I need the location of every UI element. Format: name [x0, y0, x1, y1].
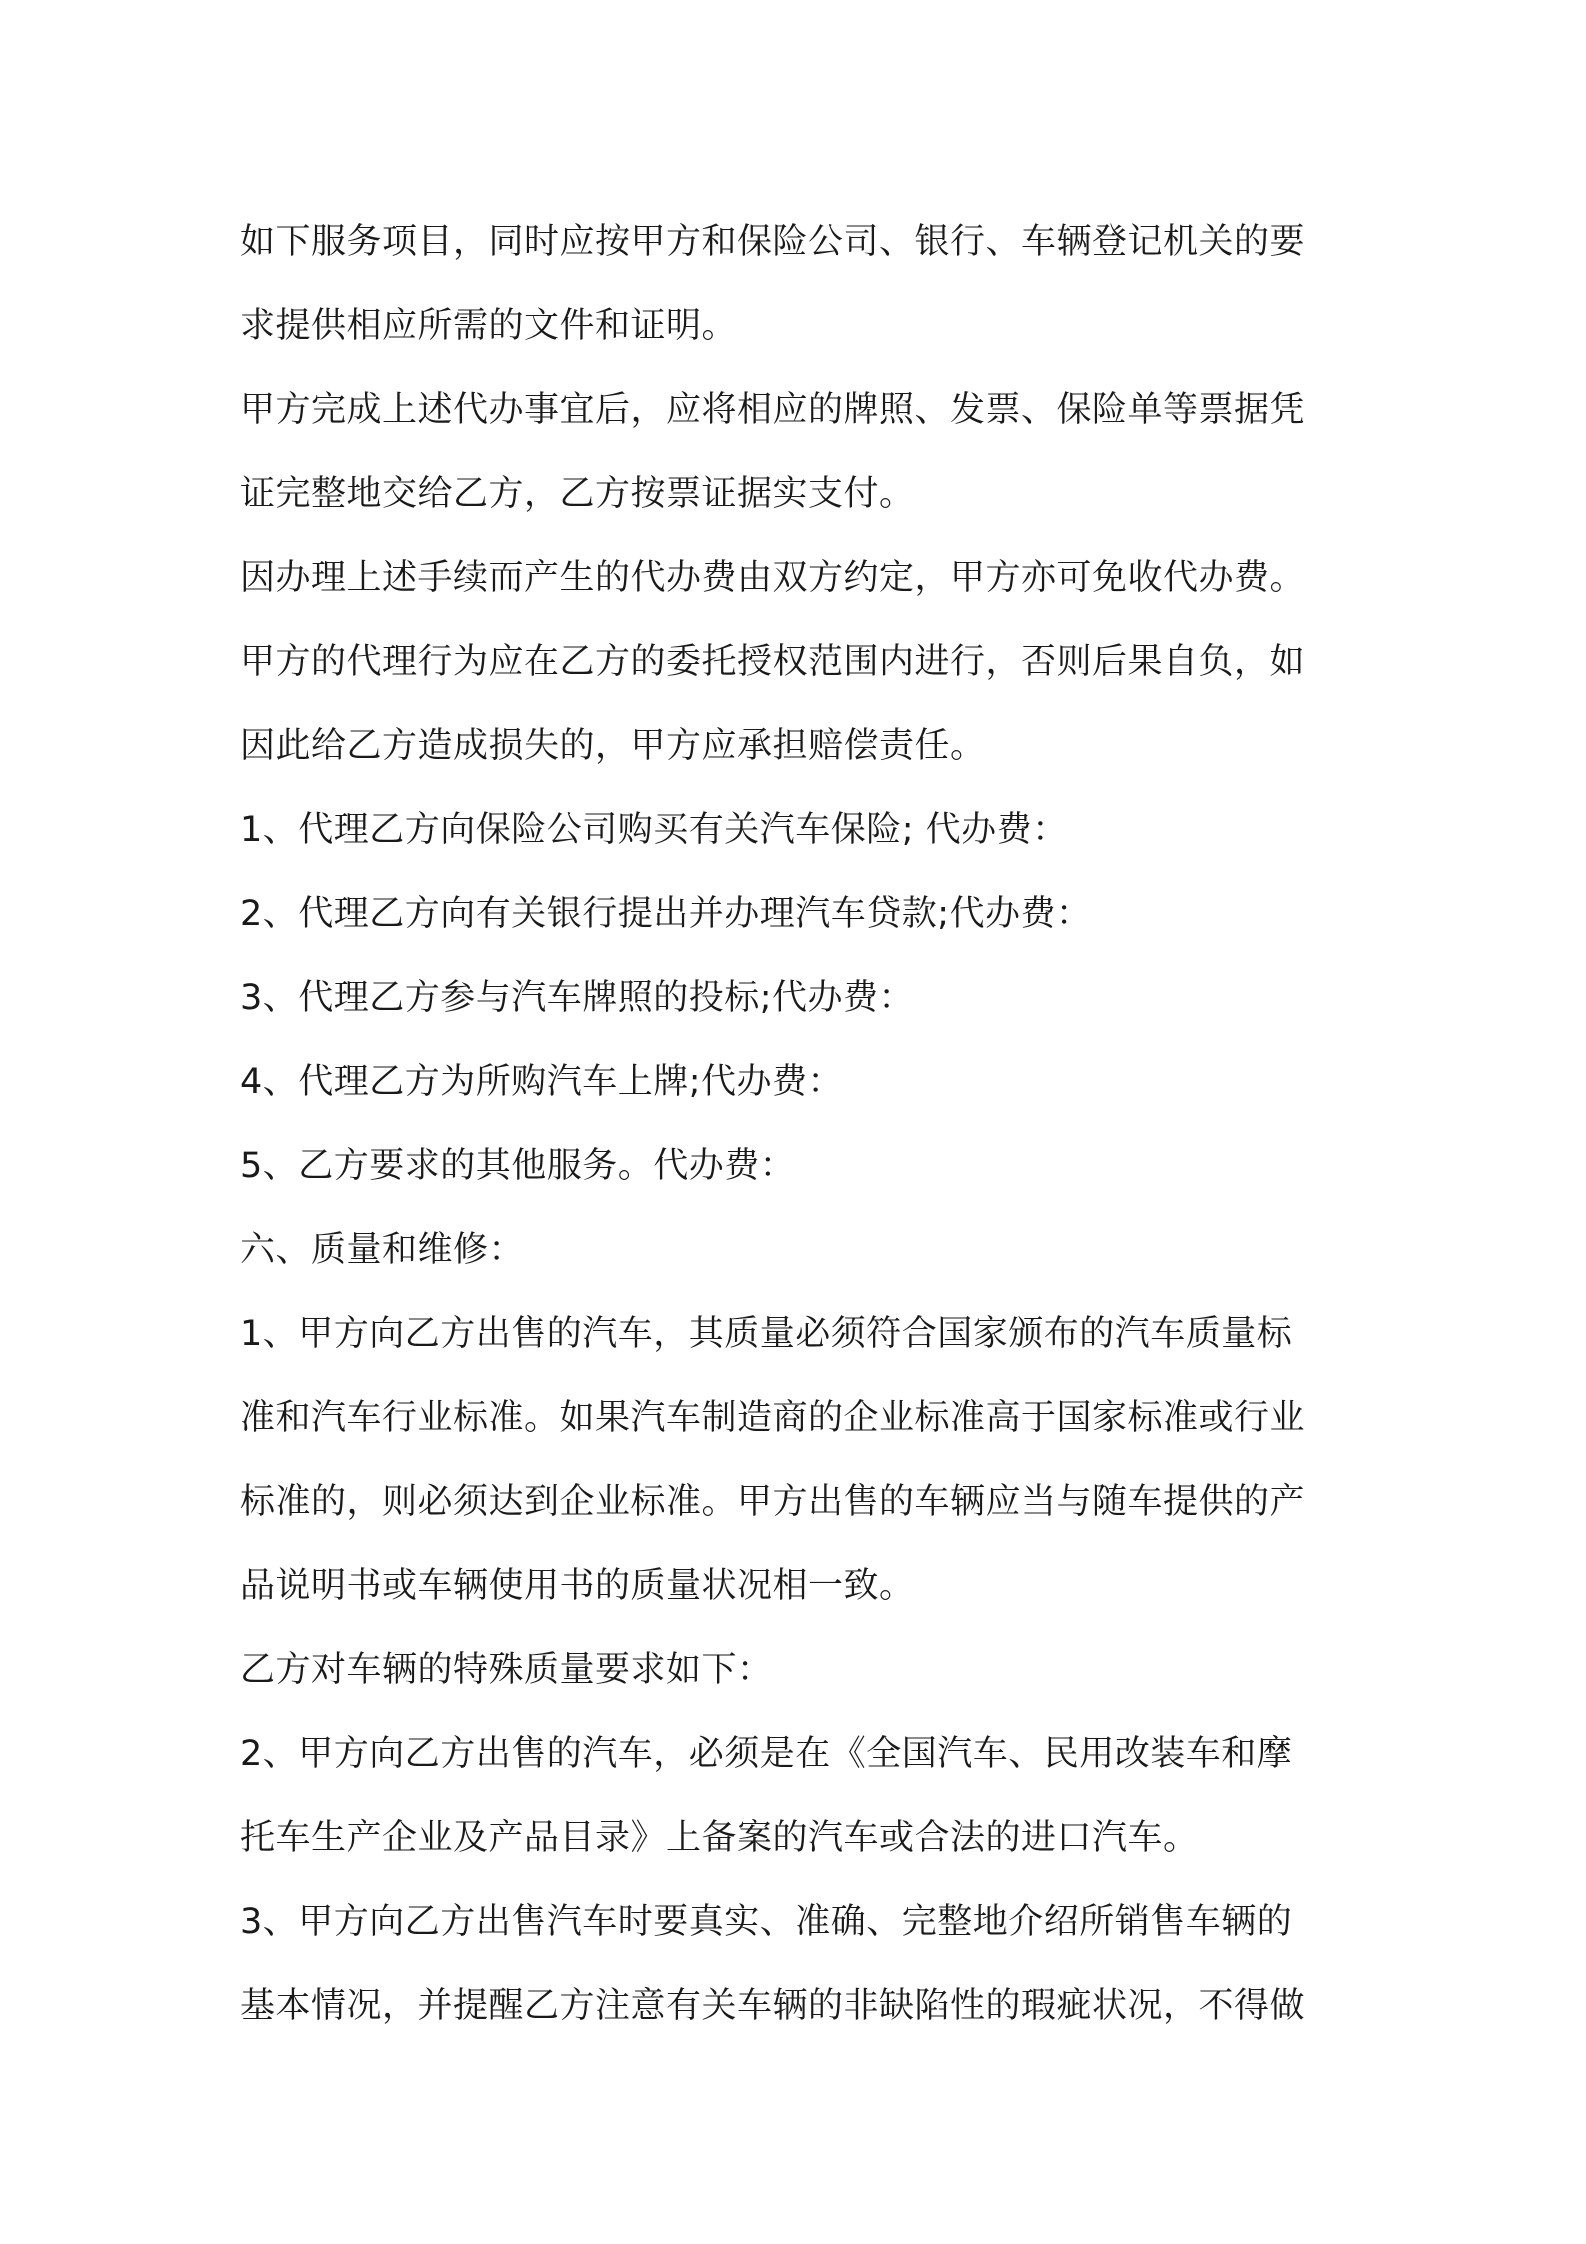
text-line: 乙方对车辆的特殊质量要求如下： — [240, 1650, 773, 1690]
text-line: 准和汽车行业标准。如果汽车制造商的企业标准高于国家标准或行业 — [240, 1398, 1306, 1438]
text-line: 甲方的代理行为应在乙方的委托授权范围内进行，否则后果自负，如 — [240, 642, 1306, 682]
text-line: 因办理上述手续而产生的代办费由双方约定，甲方亦可免收代办费。 — [240, 558, 1306, 598]
text-line: 证完整地交给乙方，乙方按票证据实支付。 — [240, 474, 915, 514]
list-item: 2、甲方向乙方出售的汽车，必须是在《全国汽车、民用改装车和摩 — [240, 1734, 1293, 1774]
text-line: 如下服务项目，同时应按甲方和保险公司、银行、车辆登记机关的要 — [240, 222, 1306, 262]
list-item: 1、甲方向乙方出售的汽车，其质量必须符合国家颁布的汽车质量标 — [240, 1314, 1293, 1354]
list-item: 5、乙方要求的其他服务。代办费： — [240, 1146, 796, 1186]
list-item: 3、甲方向乙方出售汽车时要真实、准确、完整地介绍所销售车辆的 — [240, 1902, 1293, 1942]
text-line: 甲方完成上述代办事宜后，应将相应的牌照、发票、保险单等票据凭 — [240, 390, 1306, 430]
document-body — [240, 200, 1360, 2048]
list-item: 2、代理乙方向有关银行提出并办理汽车贷款;代办费： — [240, 894, 1092, 934]
text-line: 求提供相应所需的文件和证明。 — [240, 306, 738, 346]
text-line: 品说明书或车辆使用书的质量状况相一致。 — [240, 1566, 915, 1606]
list-item: 3、代理乙方参与汽车牌照的投标;代办费： — [240, 978, 915, 1018]
list-item: 1、代理乙方向保险公司购买有关汽车保险; 代办费： — [240, 810, 1068, 850]
section-heading: 六、质量和维修： — [240, 1230, 525, 1270]
text-line: 托车生产企业及产品目录》上备案的汽车或合法的进口汽车。 — [240, 1818, 1199, 1858]
text-line: 标准的，则必须达到企业标准。甲方出售的车辆应当与随车提供的产 — [240, 1482, 1306, 1522]
text-line: 基本情况，并提醒乙方注意有关车辆的非缺陷性的瑕疵状况，不得做 — [240, 1986, 1306, 2026]
list-item: 4、代理乙方为所购汽车上牌;代办费： — [240, 1062, 844, 1102]
text-line: 因此给乙方造成损失的，甲方应承担赔偿责任。 — [240, 726, 986, 766]
